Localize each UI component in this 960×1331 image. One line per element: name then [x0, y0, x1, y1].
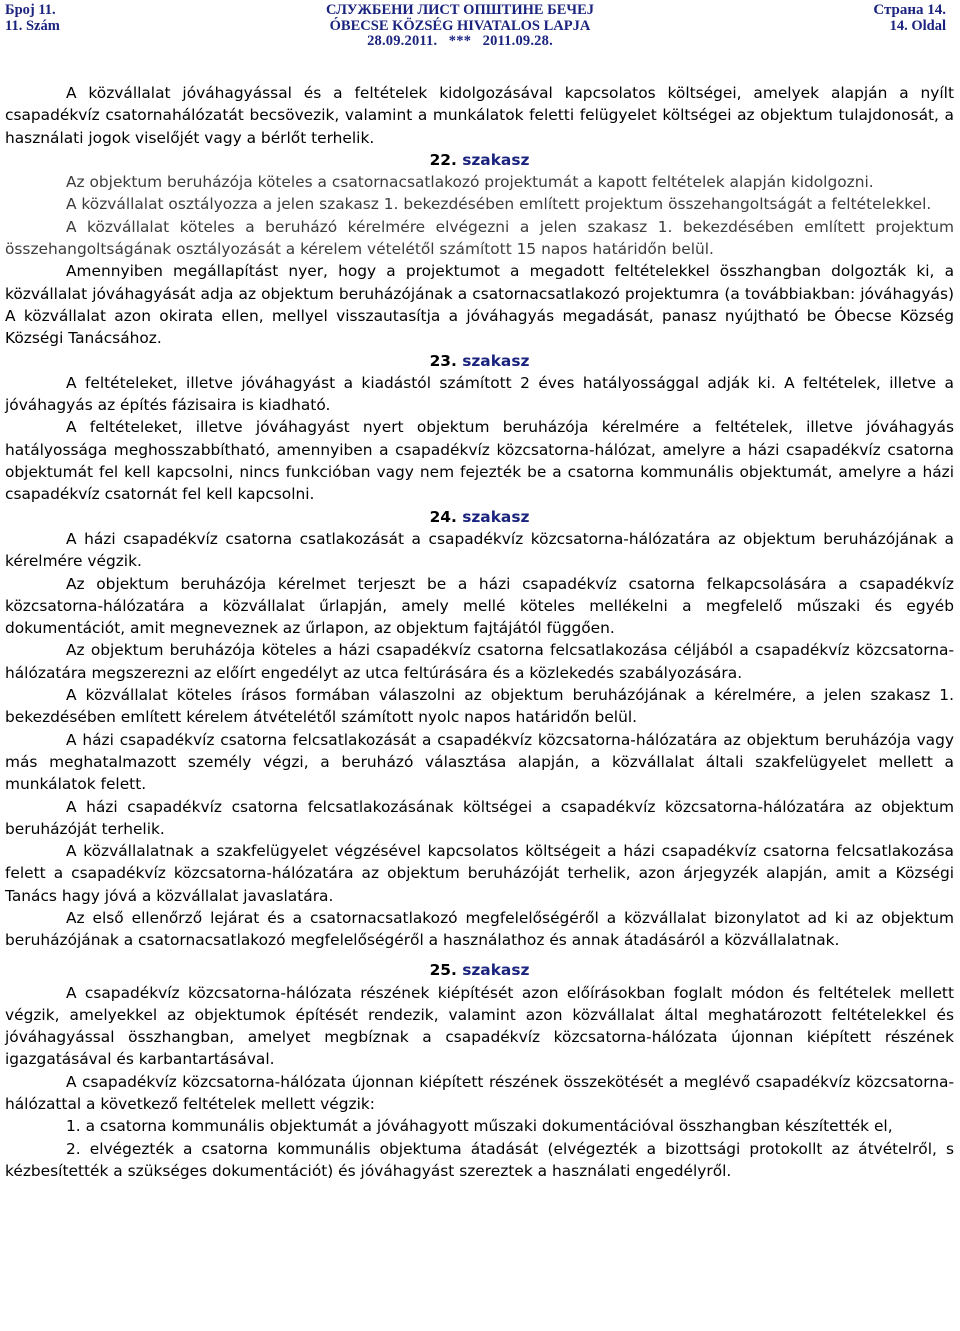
gazette-title-hungarian: ÓBECSE KÖZSÉG HIVATALOS LAPJA	[329, 17, 591, 34]
list-item: 2. elvégezték a csatorna kommunális objektuma átadását (elvégezték a bizottsági protokollt az átvételről, s kézbesítették a szükséges dokumentációt) és jóváhagyást szereztek a használati engedélyről.	[5, 1139, 954, 1180]
section-number: 25.	[429, 960, 457, 979]
paragraph: A feltételeket, illetve jóváhagyást a kiadástól számított 2 éves hatályossággal adják ki. A feltételek, illetve a jóváhagyás az építés fázisaira is kiadható.	[5, 373, 954, 415]
paragraph: A házi csapadékvíz csatorna felcsatlakozását a csapadékvíz közcsatorna-hálózatára az objektum beruházója vagy más meghatalmazott személy végzi, a beruházó választása alapján, a közvállalat általi szakfelügyelet mellett a munkálatok felett.	[5, 730, 954, 794]
paragraph: A csapadékvíz közcsatorna-hálózata részének kiépítését azon előírásokban foglalt módon és feltételek mellett végzik, amelyekkel az objektumok építését rendezik, valamint azon közvállalat által meghatározott feltételekkel és jóváhagyással összhangban, amelyet megbíznak a csapadékvíz közcsatorna-hálózata újonnan kiépített részének igazgatásával és karbantartásával.	[5, 983, 954, 1069]
section-word: szakasz	[462, 960, 530, 979]
gazette-title	[280, 3, 640, 50]
paragraph: A házi csapadékvíz csatorna felcsatlakozásának költségei a csapadékvíz közcsatorna-hálózatára az objektum beruházóját terhelik.	[5, 797, 954, 838]
page-number	[873, 3, 946, 34]
document-body	[5, 82, 954, 1182]
paragraph: A házi csapadékvíz csatorna csatlakozását a csapadékvíz közcsatorna-hálózatára az objektum beruházójának a kérelmére végzik.	[5, 529, 954, 571]
gazette-title-serbian: СЛУЖБЕНИ ЛИСТ ОПШТИНЕ БЕЧЕЈ	[325, 2, 594, 18]
section-number: 23.	[429, 351, 457, 370]
paragraph: Az objektum beruházója köteles a csatornacsatlakozó projektumát a kapott feltételek alapján kidolgozni.	[66, 173, 874, 192]
paragraph: Az objektum beruházója kérelmet terjeszt be a házi csapadékvíz csatorna felkapcsolására a csapadékvíz közcsatorna-hálózatára a közvállalat űrlapján, amely mellé köteles mellékelni a megfelelő műszaki és egyéb dokumentációt, amit megneveznek az űrlapon, az objektum fajtájától függően.	[5, 574, 954, 638]
section-heading-24	[5, 506, 954, 528]
section-heading-23	[5, 350, 954, 372]
paragraph: A közvállalat köteles írásos formában válaszolni az objektum beruházójának a kérelmére, a jelen szakasz 1. bekezdésében említett kérelem átvételétől számított nyolc napos határidőn belül.	[5, 686, 954, 727]
section-word: szakasz	[462, 150, 530, 169]
page-number-hungarian: 14. Oldal	[889, 17, 946, 34]
paragraph: A közvállalat jóváhagyással és a feltételek kidolgozásával kapcsolatos költségei, amelyek alapján a nyílt csapadékvíz csatornahálózatát becsövezik, valamint a munkálatok feletti felügyelet költségei az objektum tulajdonosát, a használati jogok viselőjét vagy a bérlőt terhelik.	[5, 84, 954, 147]
paragraph: A közvállalatnak a szakfelügyelet végzésével kapcsolatos költségeit a házi csapadékvíz csatorna felcsatlakozása felett a csapadékvíz közcsatorna-hálózatára az objektum beruházóját terhelik, azon árjegyzék alapján, amit a Községi Tanács hagy jóvá a közvállalat javaslatára.	[5, 842, 954, 905]
list-item: 1. a csatorna kommunális objektumát a jóváhagyott műszaki dokumentációval összhangban készítették el,	[66, 1117, 893, 1136]
section-number: 24.	[429, 507, 457, 526]
paragraph: Az első ellenőrző lejárat és a csatornacsatlakozó megfelelőségéről a közvállalat bizonylatot ad ki az objektum beruházójának a csatornacsatlakozó megfelelőségéről a használathoz és annak átadásáról a közvállalatnak.	[5, 908, 954, 950]
section-heading-25	[5, 958, 954, 982]
paragraph: A feltételeket, illetve jóváhagyást nyert objektum beruházója kérelmére a feltételek, illetve jóváhagyás hatályossága meghosszabbítható, amennyiben a csapadékvíz közcsatorna-hálózat, amelyre a házi csapadékvíz csatorna objektumát fel kell kapcsolni, nincs funkcióban vagy nem fejezték be a csatorna kommunális objektumát, amelyre a házi csapadékvíz csatornát fel kell kapcsolni.	[5, 418, 954, 504]
page-number-serbian: Страна 14.	[873, 2, 946, 18]
paragraph: A csapadékvíz közcsatorna-hálózata újonnan kiépített részének összekötését a meglévő csapadékvíz közcsatorna-hálózattal a következő feltételek mellett végzik:	[5, 1072, 954, 1114]
paragraph: A közvállalat köteles a beruházó kérelmére elvégezni a jelen szakasz 1. bekezdésében említett projektum összehangoltságának osztályozását a kérelem vételétől számított 15 napos határidőn belül.	[5, 217, 954, 259]
paragraph: A közvállalat osztályozza a jelen szakasz 1. bekezdésében említett projektum összehangoltságát a feltételekkel.	[66, 195, 932, 214]
section-word: szakasz	[462, 351, 530, 370]
page-header	[0, 0, 960, 50]
paragraph: Amennyiben megállapítást nyer, hogy a projektumot a megadott feltételekkel összhangban dolgozták ki, a közvállalat jóváhagyását adja az objektum beruházójának a csatornacsatlakozó projektumra (a továbbiakban: jóváhagyás) A közvállalat azon okirata ellen, mellyel visszautasítja a jóváhagyás megadását, panasz nyújtható be Óbecse Község Községi Tanácsához.	[5, 262, 954, 348]
section-number: 22.	[429, 150, 457, 169]
issue-date: 28.09.2011. *** 2011.09.28.	[367, 33, 553, 49]
paragraph: Az objektum beruházója köteles a házi csapadékvíz csatorna felcsatlakozása céljából a csapadékvíz közcsatorna-hálózatára megszerezni az előírt engedélyt az utca feltúrására és a közlekedés szabályozására.	[5, 641, 954, 682]
issue-number-hungarian: 11. Szám	[5, 17, 60, 34]
issue-number	[5, 3, 60, 34]
section-word: szakasz	[462, 507, 530, 526]
section-heading-22	[5, 149, 954, 171]
issue-number-serbian: Број 11.	[5, 2, 56, 18]
